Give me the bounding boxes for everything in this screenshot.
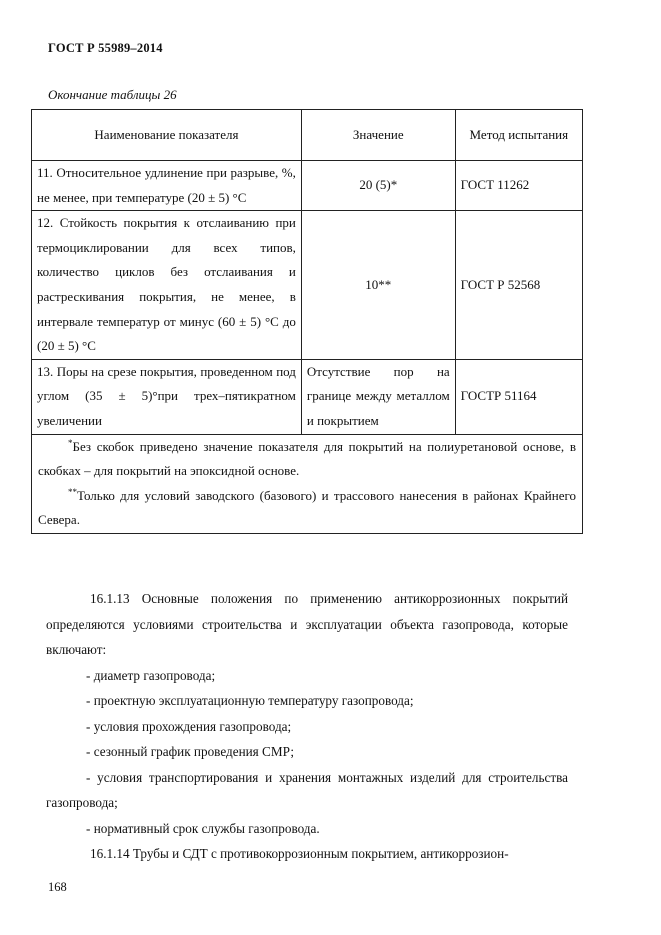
page-number: 168	[48, 880, 67, 894]
list-item: - условия транспортирования и хранения монтажных изделий для строительства газопровода;	[46, 769, 568, 810]
table-notes-row	[32, 434, 583, 533]
row-value-cell: 20 (5)*	[301, 161, 455, 211]
row-method-cell: ГОСТР 51164	[455, 359, 582, 434]
list-item: - условия прохождения газопровода;	[86, 718, 292, 734]
table-notes	[32, 434, 583, 533]
body-text	[46, 586, 568, 867]
note-text: Только для условий заводского (базового) и трассового нанесения в районах Крайнего Севера.	[38, 487, 576, 528]
document-header: ГОСТ Р 55989–2014	[48, 41, 163, 55]
column-header-method: Метод испытания	[455, 110, 582, 161]
paragraph-16-1-14: 16.1.14 Трубы и СДТ с противокоррозионным покрытием, антикоррозион-	[90, 846, 509, 861]
row-method-cell: ГОСТ Р 52568	[455, 211, 582, 360]
list-item: - сезонный график проведения СМР;	[86, 744, 295, 759]
note-mark: *	[68, 437, 73, 448]
column-header-value: Значение	[301, 110, 455, 161]
row-name-cell: 12. Стойкость покрытия к отслаиванию при термоциклировании для всех типов, количество циклов без отслаивания и растрескивания покрытия, не менее, в интервале температур от минус (60 ± 5) °С до (20 ± 5) °С	[32, 211, 302, 360]
table-note	[38, 435, 576, 484]
table-note	[38, 484, 576, 533]
row-name-cell: 13. Поры на срезе покрытия, проведенном под углом (35 ± 5)°при трех–пятикратном увеличении	[32, 359, 302, 434]
list-item: - проектную эксплуатационную температуру газопровода;	[86, 693, 414, 708]
list-item: - диаметр газопровода;	[86, 667, 216, 683]
row-value-cell: 10**	[301, 211, 455, 360]
note-text: Без скобок приведено значение показателя для покрытий на полиуретановой основе, в скобках – для покрытий на эпоксидной основе.	[38, 438, 576, 479]
table-row	[32, 211, 583, 360]
indicator-table	[31, 109, 583, 534]
note-mark: **	[68, 486, 77, 497]
column-header-name: Наименование показателя	[32, 110, 302, 161]
table-caption: Окончание таблицы 26	[48, 87, 177, 102]
row-value-cell: Отсутствие пор на границе между металлом и покрытием	[301, 359, 455, 434]
table-row	[32, 161, 583, 211]
table-header-row	[32, 110, 583, 161]
list-item: - нормативный срок службы газопровода.	[86, 820, 320, 836]
paragraph-16-1-13: 16.1.13 Основные положения по применению антикоррозионных покрытий определяются условиями строительства и эксплуатации объекта газопровода, которые включают:	[46, 591, 568, 657]
row-name-cell: 11. Относительное удлинение при разрыве, %, не менее, при температуре (20 ± 5) °С	[32, 161, 302, 211]
table-row	[32, 359, 583, 434]
row-method-cell: ГОСТ 11262	[455, 161, 582, 211]
